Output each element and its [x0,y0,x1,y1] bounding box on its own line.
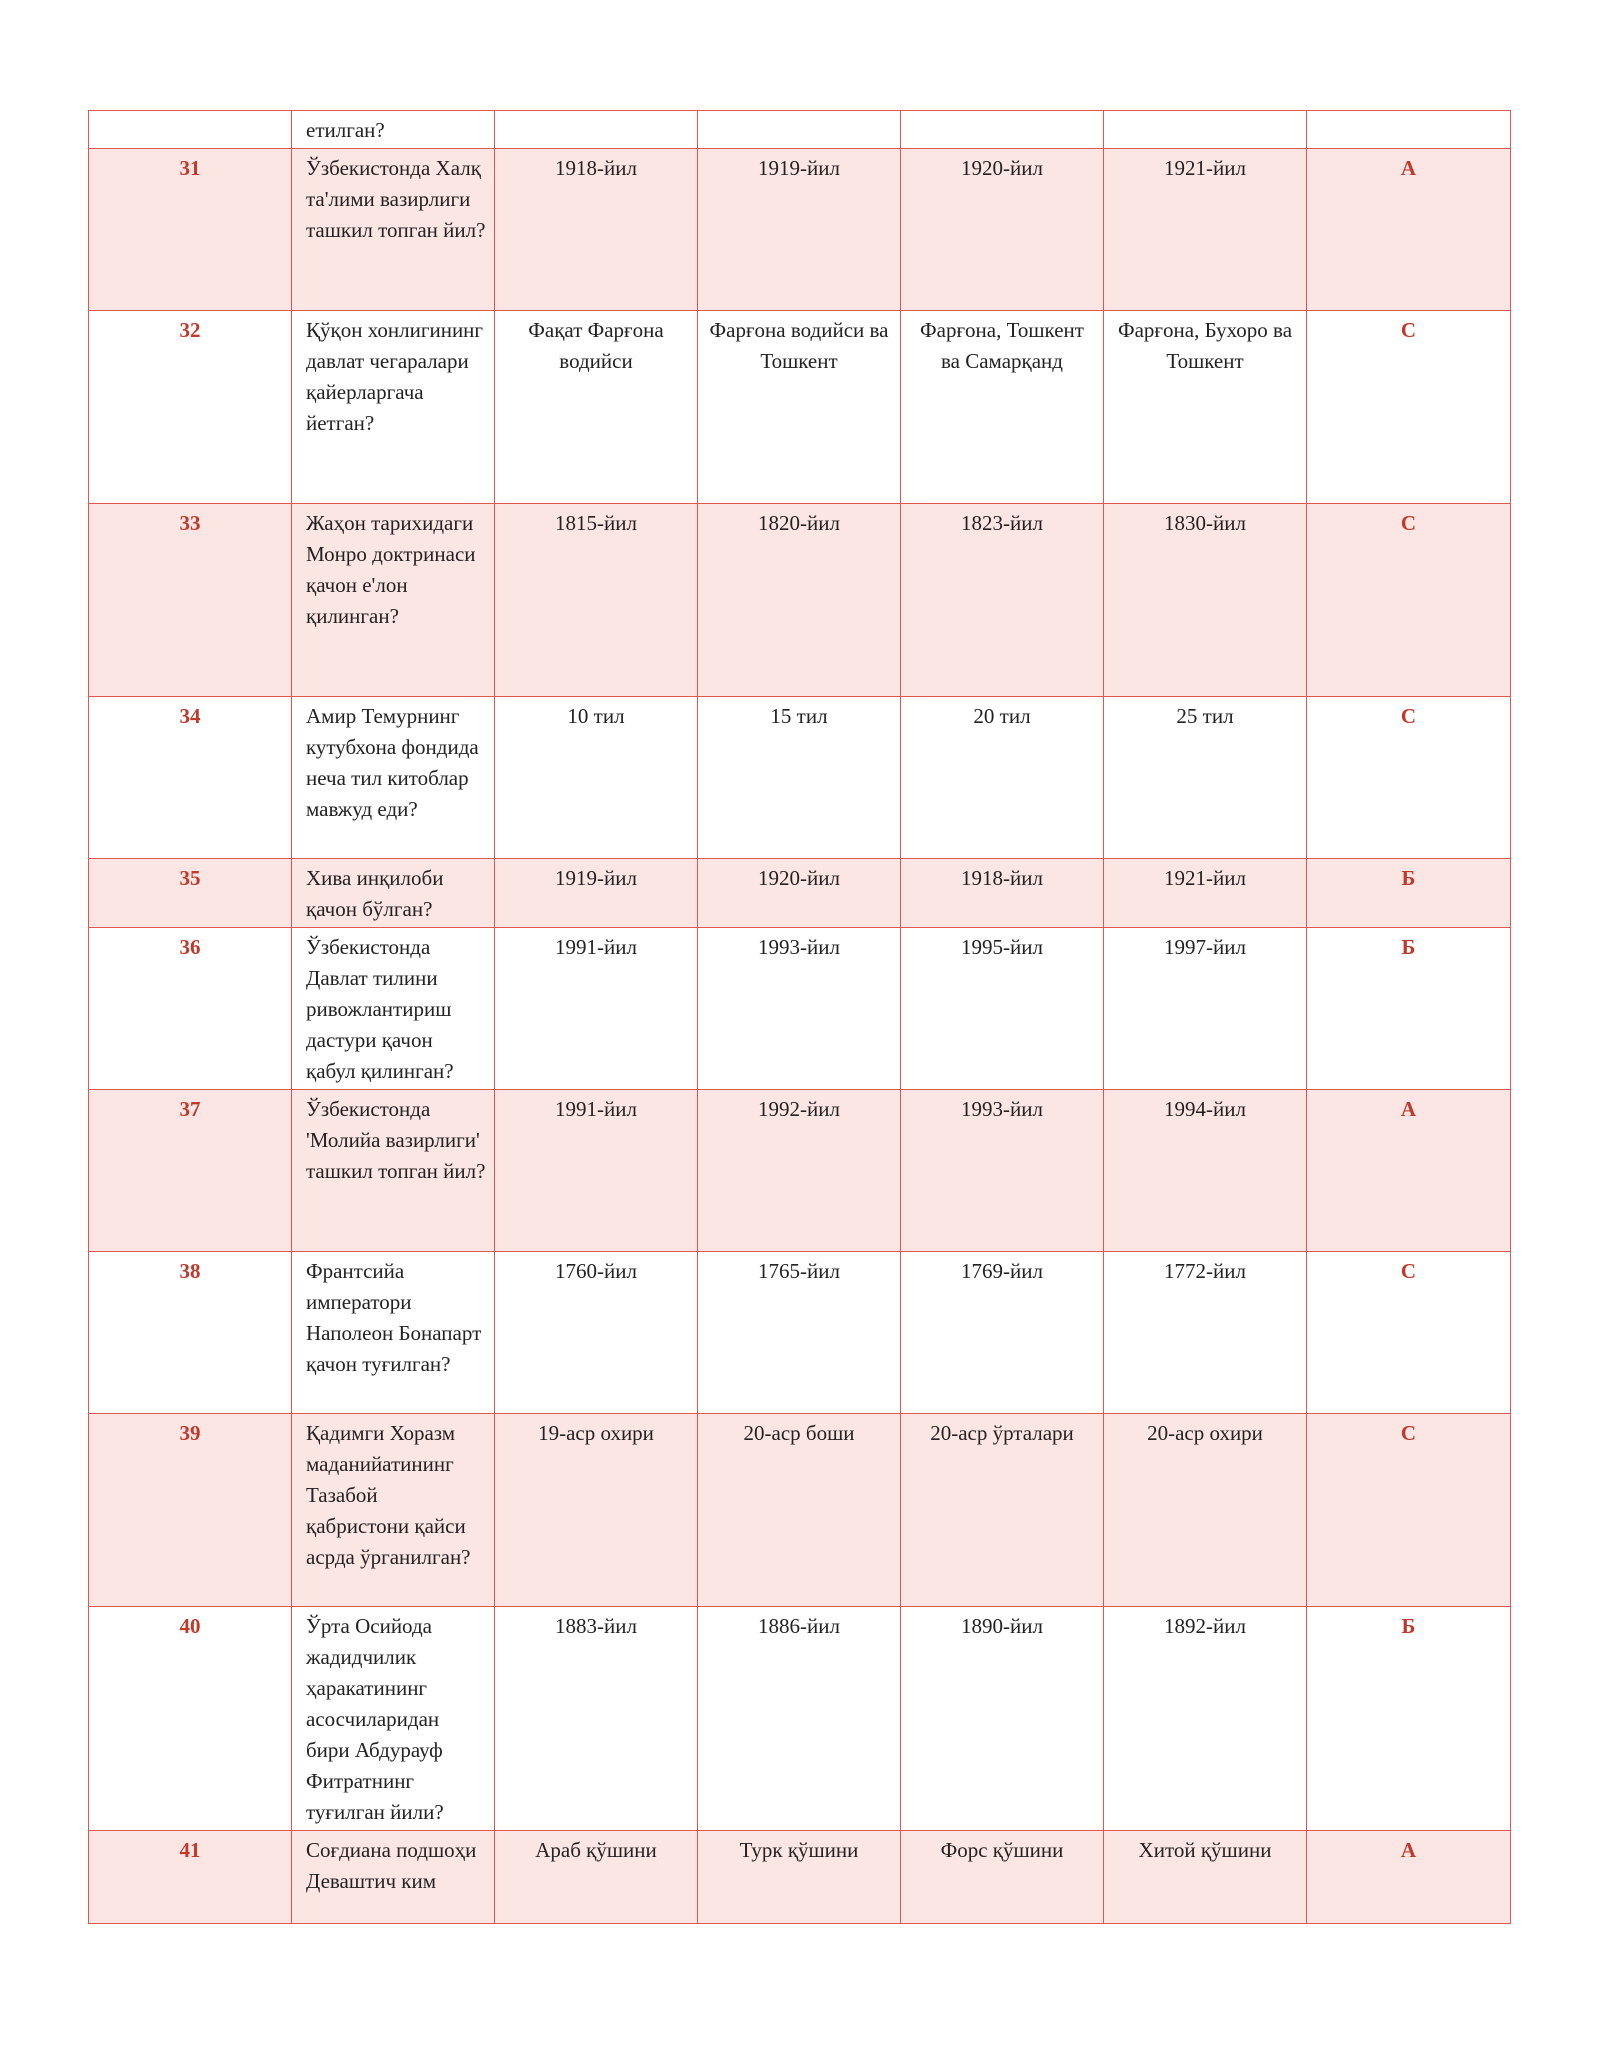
correct-answer: Б [1307,859,1511,928]
table-row [89,928,1511,1090]
option-b: 1886-йил [698,1607,901,1831]
question-text: Қадимги Хоразм маданийатининг Тазабой қабристони қайси асрда ўрганилган? [292,1414,495,1607]
correct-answer: С [1307,504,1511,697]
question-number [89,111,292,149]
option-c: 20-аср ўрталари [901,1414,1104,1607]
option-d: 1997-йил [1104,928,1307,1090]
option-d [1104,111,1307,149]
question-text: Хива инқилоби қачон бўлган? [292,859,495,928]
option-c: 1890-йил [901,1607,1104,1831]
option-c: 1995-йил [901,928,1104,1090]
question-text: Соғдиана подшоҳи Деваштич ким [292,1831,495,1924]
option-d: 25 тил [1104,697,1307,859]
option-a: 1991-йил [495,1090,698,1252]
option-a: 1760-йил [495,1252,698,1414]
question-number: 40 [89,1607,292,1831]
option-d: 1921-йил [1104,859,1307,928]
question-number: 35 [89,859,292,928]
correct-answer [1307,111,1511,149]
option-b: 1820-йил [698,504,901,697]
question-text: Ўзбекистонда Давлат тилини ривожлантириш дастури қачон қабул қилинган? [292,928,495,1090]
option-d: 1892-йил [1104,1607,1307,1831]
option-a: 1991-йил [495,928,698,1090]
table-row [89,1252,1511,1414]
option-b: 15 тил [698,697,901,859]
option-b: 1993-йил [698,928,901,1090]
option-a: Фақат Фарғона водийси [495,311,698,504]
option-c [901,111,1104,149]
question-number: 31 [89,149,292,311]
option-d: Фарғона, Бухоро ва Тошкент [1104,311,1307,504]
option-b: Турк қўшини [698,1831,901,1924]
table-row [89,504,1511,697]
option-b: 1992-йил [698,1090,901,1252]
option-a: 10 тил [495,697,698,859]
option-b: 1920-йил [698,859,901,928]
option-a [495,111,698,149]
quiz-table-body [89,111,1511,1924]
option-d: 1830-йил [1104,504,1307,697]
option-c: Форс қўшини [901,1831,1104,1924]
option-c: 1823-йил [901,504,1104,697]
correct-answer: Б [1307,1607,1511,1831]
question-number: 41 [89,1831,292,1924]
correct-answer: А [1307,149,1511,311]
question-text: Қўқон хонлигининг давлат чегаралари қайерларгача йетган? [292,311,495,504]
table-row [89,697,1511,859]
option-c: Фарғона, Тошкент ва Самарқанд [901,311,1104,504]
option-a: 1919-йил [495,859,698,928]
option-b [698,111,901,149]
option-a: 1918-йил [495,149,698,311]
option-d: 1921-йил [1104,149,1307,311]
option-a: Араб қўшини [495,1831,698,1924]
question-text: Ўзбекистонда 'Молийа вазирлиги' ташкил топган йил? [292,1090,495,1252]
table-row [89,1090,1511,1252]
option-b: 1765-йил [698,1252,901,1414]
correct-answer: С [1307,311,1511,504]
question-number: 34 [89,697,292,859]
table-row [89,859,1511,928]
question-text: Амир Темурнинг кутубхона фондида неча тил китоблар мавжуд еди? [292,697,495,859]
option-b: Фарғона водийси ва Тошкент [698,311,901,504]
option-a: 1815-йил [495,504,698,697]
correct-answer: А [1307,1090,1511,1252]
question-number: 36 [89,928,292,1090]
question-text: Жаҳон тарихидаги Монро доктринаси қачон е'лон қилинган? [292,504,495,697]
question-text: Ўзбекистонда Халқ та'лими вазирлиги ташкил топган йил? [292,149,495,311]
option-d: Хитой қўшини [1104,1831,1307,1924]
table-row [89,149,1511,311]
option-c: 1993-йил [901,1090,1104,1252]
option-a: 1883-йил [495,1607,698,1831]
correct-answer: Б [1307,928,1511,1090]
table-row [89,311,1511,504]
question-number: 39 [89,1414,292,1607]
question-text: Ўрта Осийода жадидчилик ҳаракатининг асосчиларидан бири Абдурауф Фитратнинг туғилган йили? [292,1607,495,1831]
option-a: 19-аср охири [495,1414,698,1607]
option-c: 1918-йил [901,859,1104,928]
correct-answer: С [1307,1252,1511,1414]
option-b: 1919-йил [698,149,901,311]
table-row [89,1414,1511,1607]
correct-answer: А [1307,1831,1511,1924]
option-c: 20 тил [901,697,1104,859]
option-d: 1994-йил [1104,1090,1307,1252]
table-row [89,1831,1511,1924]
question-number: 33 [89,504,292,697]
table-row [89,1607,1511,1831]
question-text: Франтсийа императори Наполеон Бонапарт қачон туғилган? [292,1252,495,1414]
option-d: 20-аср охири [1104,1414,1307,1607]
option-b: 20-аср боши [698,1414,901,1607]
table-row [89,111,1511,149]
question-number: 38 [89,1252,292,1414]
question-text: етилган? [292,111,495,149]
option-c: 1769-йил [901,1252,1104,1414]
correct-answer: С [1307,1414,1511,1607]
option-d: 1772-йил [1104,1252,1307,1414]
question-number: 32 [89,311,292,504]
correct-answer: С [1307,697,1511,859]
option-c: 1920-йил [901,149,1104,311]
quiz-table [88,110,1511,1924]
question-number: 37 [89,1090,292,1252]
